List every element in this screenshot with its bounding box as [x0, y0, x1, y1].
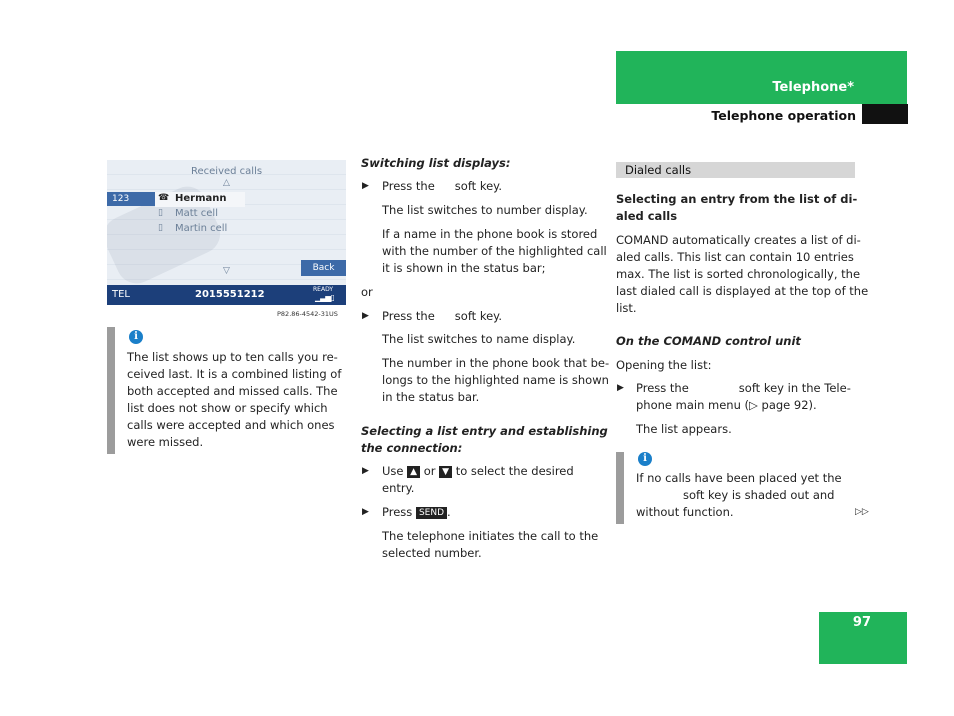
info-box-bar [107, 327, 115, 454]
status-number: 2015551212 [195, 289, 265, 300]
send-key: SEND [416, 507, 447, 519]
step-press-softkey: Press the soft key in the Tele- phone main menu (▷ page 92). [636, 381, 851, 412]
scroll-down-icon: ▽ [223, 266, 230, 276]
display-entry: Martin cell [175, 223, 228, 234]
selecting-heading: Selecting a list entry and establishing the connection: [361, 424, 608, 455]
display-status-bar [107, 285, 346, 305]
step-press-send: Press SEND . [382, 505, 451, 519]
scroll-up-icon: △ [223, 178, 230, 188]
status-ready: READY [313, 286, 334, 293]
comand-display-image [107, 160, 346, 305]
bullet-arrow-icon: ▶ [362, 311, 369, 321]
note-text: If a name in the phone book is stored with the number of the highlighted call it is shown in the status bar; [382, 227, 607, 275]
display-entry: Matt cell [175, 208, 218, 219]
opening-text: Opening the list: [616, 358, 712, 372]
down-key-icon: ▼ [439, 466, 452, 478]
switching-heading: Switching list displays: [361, 156, 511, 170]
result-text: The list switches to name display. [382, 332, 576, 346]
continued-arrows-icon: ▷▷ [855, 507, 869, 517]
control-unit-heading: On the COMAND control unit [616, 334, 801, 348]
info-box-bar [616, 452, 624, 524]
phonebook-icon: ☎ [158, 193, 170, 203]
status-label: TEL [112, 289, 130, 300]
info-icon: i [638, 452, 652, 466]
mobile-icon: ▯ [158, 208, 163, 218]
result-text: The telephone initiates the call to the selected number. [382, 529, 599, 560]
display-title: Received calls [191, 166, 263, 177]
bullet-arrow-icon: ▶ [362, 181, 369, 191]
info-icon: i [129, 330, 143, 344]
bullet-arrow-icon: ▶ [362, 507, 369, 517]
step-press-softkey: Press the soft key. [382, 309, 502, 323]
subsection-title: Telephone operation [711, 108, 856, 123]
note-text: The number in the phone book that be- longs to the highlighted name is shown in the status bar. [382, 356, 610, 404]
selecting-entry-heading: Selecting an entry from the list of di- aled calls [616, 192, 858, 223]
display-entry: Hermann [175, 193, 227, 204]
page-number: 97 [852, 615, 871, 630]
step-continuation: entry. [382, 481, 415, 495]
signal-strength-icon: ▁▃▅▯ [315, 293, 334, 302]
mobile-icon: ▯ [158, 223, 163, 233]
result-text: The list switches to number display. [382, 203, 588, 217]
result-text: The list appears. [636, 422, 732, 436]
section-header-band [616, 51, 907, 104]
up-key-icon: ▲ [407, 466, 420, 478]
bullet-arrow-icon: ▶ [362, 466, 369, 476]
or-text: or [361, 285, 373, 299]
comand-paragraph: COMAND automatically creates a list of di- aled calls. This list can contain 10 entries max. The list is sorted chronologically, the last dialed call is displayed at the top of the list. [616, 233, 869, 315]
subsection-label: Dialed calls [625, 163, 692, 177]
bullet-arrow-icon: ▶ [617, 383, 624, 393]
header-tab-marker [862, 104, 908, 124]
step-use-keys: Use ▲ or ▼ to select the desired [382, 464, 574, 478]
display-back-softkey: Back [301, 260, 346, 276]
image-caption: P82.86-4542-31US [277, 310, 338, 318]
info-text: If no calls have been placed yet the soft key is shaded out and without function. [636, 471, 842, 519]
step-press-softkey: Press the soft key. [382, 179, 502, 193]
section-title: Telephone* [772, 80, 854, 95]
display-mode-tab: 123 [107, 192, 155, 206]
info-text: The list shows up to ten calls you re- ceived last. It is a combined listing of both accepted and missed calls. The list does not show or specify which calls were accepted and which ones were missed. [127, 350, 342, 449]
